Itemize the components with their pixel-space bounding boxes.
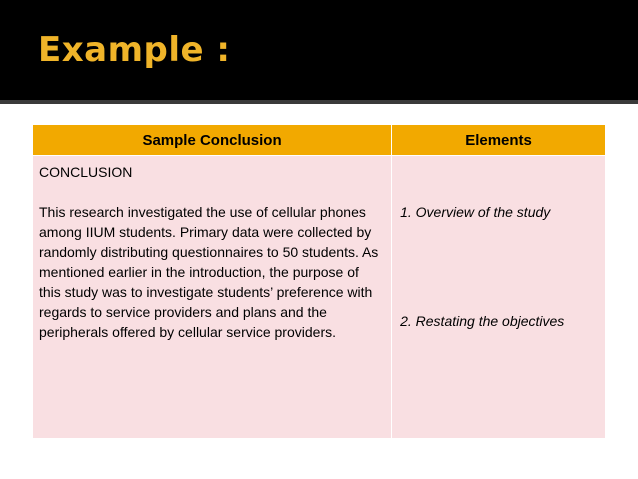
conclusion-heading: CONCLUSION — [39, 164, 133, 180]
sample-conclusion-cell — [33, 156, 392, 439]
element-item-overview: 1. Overview of the study — [400, 204, 551, 220]
header-elements: Elements — [392, 125, 606, 156]
table-header-row — [33, 125, 606, 156]
elements-cell — [392, 156, 606, 439]
title-bar — [0, 0, 638, 100]
table-row — [33, 156, 606, 439]
conclusion-table — [32, 124, 606, 439]
header-sample-conclusion: Sample Conclusion — [33, 125, 392, 156]
conclusion-paragraph: This research investigated the use of cellular phones among IIUM students. Primary data were collected by randomly distributing questionnaires to 50 students. As mentioned earlier in the introduction, the purpose of this study was to investigate students’ preference with regards to service providers and plans and the peripherals offered by cellular service providers. — [39, 204, 379, 340]
element-item-objectives: 2. Restating the objectives — [400, 313, 565, 329]
slide-title: Example : — [38, 30, 231, 70]
